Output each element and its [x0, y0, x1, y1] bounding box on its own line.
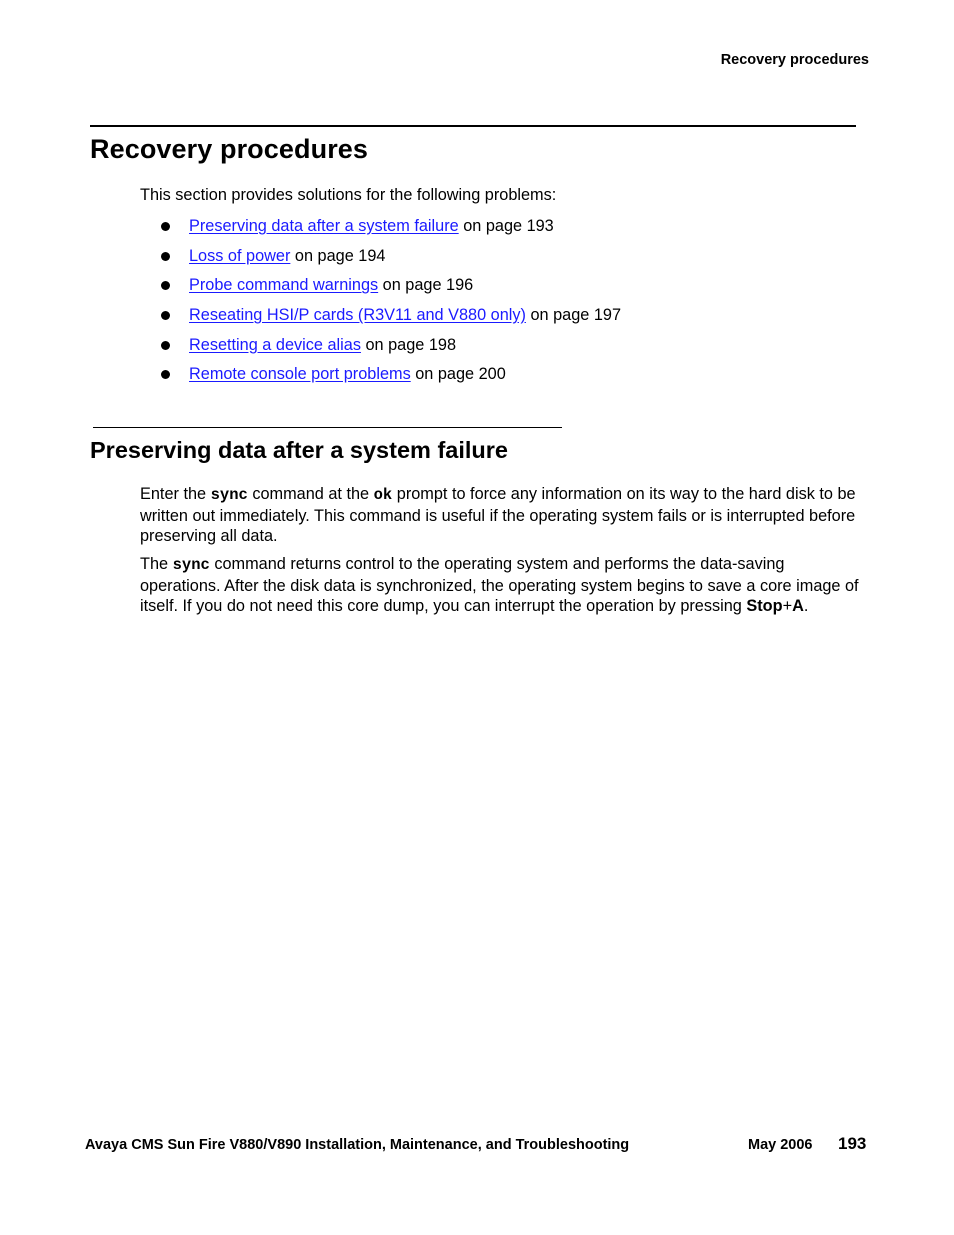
key-stop: Stop	[746, 597, 783, 615]
page-ref: on page 193	[458, 217, 554, 235]
footer-document-title: Avaya CMS Sun Fire V880/V890 Installation, Maintenance, and Troubleshooting	[85, 1137, 630, 1153]
bullet-icon	[161, 341, 170, 350]
list-item	[140, 215, 621, 245]
page-ref: on page 200	[410, 365, 506, 384]
page-ref: on page 198	[360, 335, 457, 354]
code-ok: ok	[373, 486, 393, 504]
section-intro: This section provides solutions for the following problems:	[140, 186, 557, 204]
link-remote-console-port[interactable]: Remote console port problems	[189, 365, 411, 384]
text-run: .	[803, 597, 809, 615]
text-run: The	[140, 555, 173, 573]
footer-date: May 2006	[748, 1137, 813, 1153]
section-title: Recovery procedures	[90, 134, 369, 164]
bullet-icon	[161, 370, 170, 379]
text-run: command at the	[247, 485, 374, 503]
list-item	[140, 363, 621, 393]
text-run: command returns control to the operating system and performs the data-saving operations. After the disk data is synchronized, the operating system begins to save a core image of itself. If you do not need this core dump, you can interrupt the operation by pressing	[140, 555, 859, 615]
bullet-icon	[161, 222, 170, 231]
paragraph-sync-details	[140, 554, 860, 617]
key-a: A	[792, 597, 804, 615]
page-ref: on page 194	[290, 246, 386, 265]
subsection-rule	[93, 427, 562, 428]
page-number: 193	[838, 1134, 867, 1153]
code-sync: sync	[210, 486, 248, 504]
list-item	[140, 245, 621, 275]
text-run: prompt to force any information on its way to the hard disk to be written out immediately. This command is useful if the operating system fails or is interrupted before preserving all data.	[140, 485, 856, 545]
link-loss-of-power[interactable]: Loss of power	[189, 246, 291, 265]
paragraph-sync-intro	[140, 484, 860, 547]
page-ref: on page 196	[378, 276, 474, 295]
bullet-icon	[161, 311, 170, 320]
text-run: Enter the	[140, 485, 211, 503]
bullet-icon	[161, 281, 170, 290]
link-preserving-data[interactable]: Preserving data after a system failure	[189, 217, 459, 235]
problem-list	[140, 215, 621, 393]
link-reseating-hsip-cards[interactable]: Reseating HSI/P cards (R3V11 and V880 only)	[189, 306, 526, 325]
list-item	[140, 304, 621, 334]
list-item	[140, 334, 621, 364]
text-run: +	[782, 597, 793, 615]
bullet-icon	[161, 252, 170, 261]
list-item	[140, 274, 621, 304]
page-ref: on page 197	[525, 306, 622, 325]
code-sync: sync	[172, 556, 210, 574]
running-header: Recovery procedures	[720, 52, 869, 68]
link-resetting-device-alias[interactable]: Resetting a device alias	[189, 335, 361, 354]
link-probe-command-warnings[interactable]: Probe command warnings	[189, 276, 379, 295]
subsection-title: Preserving data after a system failure	[90, 437, 508, 463]
section-rule	[90, 125, 856, 127]
